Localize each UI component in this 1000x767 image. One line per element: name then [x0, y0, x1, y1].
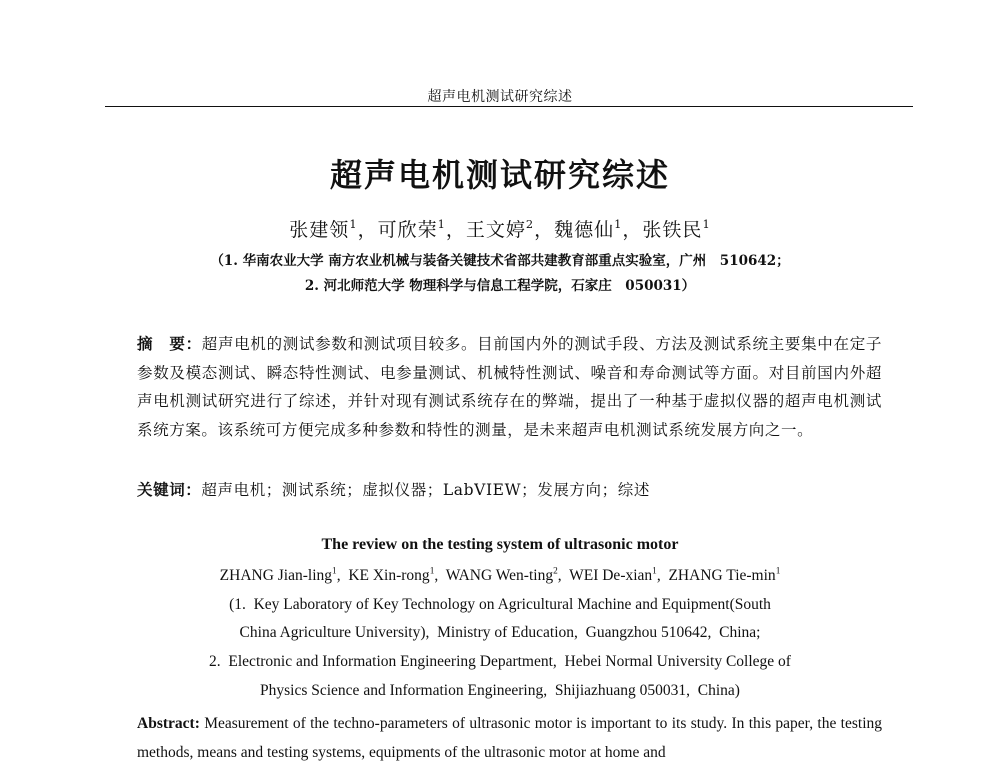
keywords-cn-text: 超声电机；测试系统；虚拟仪器；LabVIEW；发展方向；综述	[201, 481, 650, 499]
author-separator: ，	[534, 219, 555, 241]
abstract-cn	[137, 330, 882, 444]
author-separator: ,	[336, 567, 349, 584]
author-en-5: ZHANG Tie-$\min^1$	[668, 566, 781, 584]
author-separator: ,	[656, 567, 669, 584]
author-separator: ，	[622, 219, 643, 241]
running-header: 超声电机测试研究综述	[427, 89, 573, 105]
authors-en	[0, 567, 1000, 585]
author-cn-1: 张建领$^1$	[289, 217, 358, 241]
author-en-4: WEI De-xian$^1$	[569, 566, 657, 584]
title-en: The review on the testing system of ultrasonic motor	[321, 536, 679, 553]
abstract-en-label: Abstract	[137, 715, 195, 732]
author-separator: ,	[434, 567, 446, 584]
author-separator: ，	[445, 219, 466, 241]
abstract-en-text: Measurement of the techno-parameters of ultrasonic motor is important to its study. In this paper, the testing methods, means and testing systems, equipments of the ultrasonic motor at home and	[137, 715, 882, 761]
author-separator: ,	[557, 567, 570, 584]
authors-cn	[0, 215, 1000, 242]
affiliation-cn-line-2: 2. 河北师范大学 物理科学与信息工程学院，石家庄 050031）	[304, 278, 696, 294]
author-cn-4: 魏德仙$^1$	[554, 217, 623, 241]
abstract-cn-text: 超声电机的测试参数和测试项目较多。目前国内外的测试手段、方法及测试系统主要集中在定子参数及模态测试、瞬态特性测试、电参量测试、机械特性测试、噪音和寿命测试等方面。对目前国内外超声电机测试研究进行了综述，并针对现有测试系统存在的弊端，提出了一种基于虚拟仪器的超声电机测试系统方案。该系统可方便完成多种参数和特性的测量，是未来超声电机测试系统发展方向之一。	[137, 335, 883, 439]
header-rule	[105, 106, 913, 107]
keywords-cn	[137, 478, 882, 500]
affiliation-en-line-1: (1. Key Laboratory of Key Technology on Agricultural Machine and Equipment(South	[229, 596, 771, 613]
author-cn-3: 王文婷$^2$	[465, 217, 535, 241]
author-cn-5: 张铁民$^1$	[642, 217, 711, 241]
affiliation-cn-line-1: （1. 华南农业大学 南方农业机械与装备关键技术省部共建教育部重点实验室，广州 510642；	[210, 253, 790, 269]
abstract-en-colon: :	[194, 715, 200, 732]
affiliation-en-line-2: China Agriculture University), Ministry of Education, Guangzhou 510642, China;	[239, 624, 761, 641]
author-cn-2: 可欣荣$^1$	[377, 217, 446, 241]
abstract-cn-label: 摘 要：	[137, 335, 202, 353]
keywords-cn-label: 关键词：	[137, 481, 202, 499]
title-cn: 超声电机测试研究综述	[329, 156, 670, 194]
author-en-1: ZHANG Jian-ling$^1$	[219, 566, 337, 584]
affiliation-en-line-3: 2. Electronic and Information Engineering Department, Hebei Normal University College of	[209, 653, 791, 670]
affiliation-en-line-4: Physics Science and Information Engineering, Shijiazhuang 050031, China)	[260, 682, 740, 699]
author-en-2: KE Xin-rong$^1$	[348, 566, 435, 584]
author-en-3: WANG Wen-ting$^2$	[445, 566, 558, 584]
author-separator: ，	[357, 219, 378, 241]
abstract-en	[137, 709, 882, 767]
